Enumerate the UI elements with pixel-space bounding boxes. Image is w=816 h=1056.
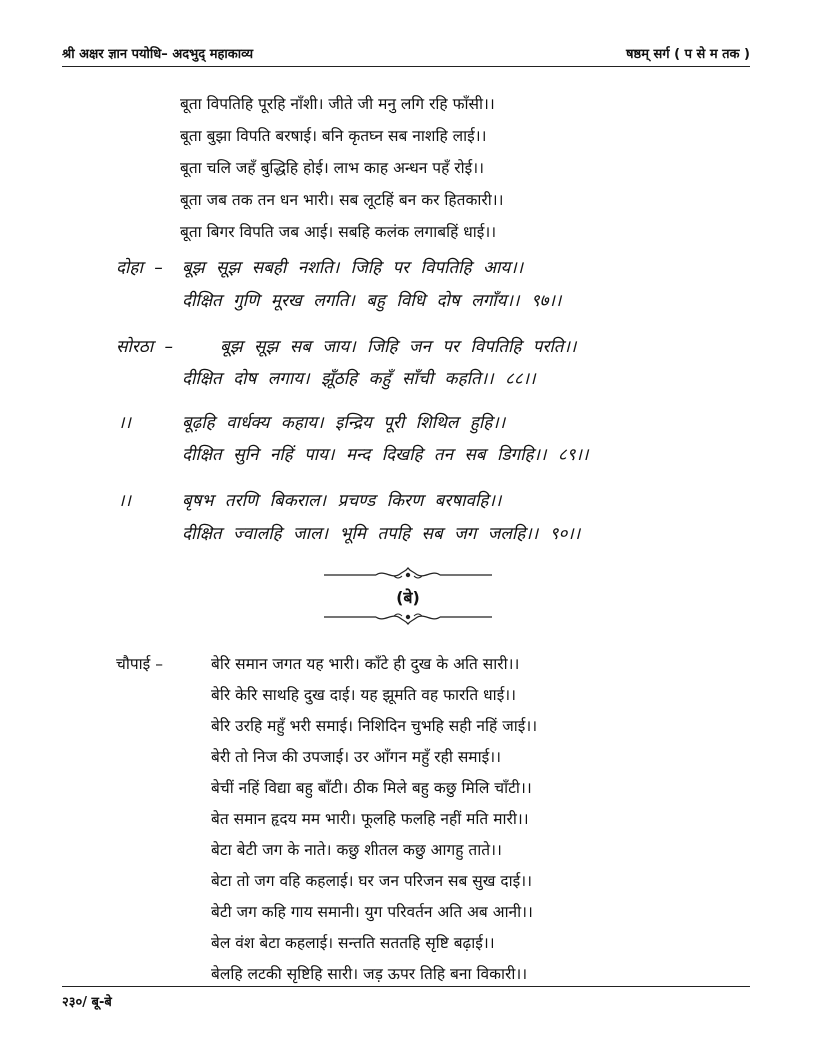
verse-line: बेचीं नहिं विद्या बहु बाँटी। ठीक मिले बहु कछु मिलि चाँटी।। xyxy=(211,779,532,797)
verse-line: बेटी जग कहि गाय समानी। युग परिवर्तन अति अब आनी।। xyxy=(211,903,533,921)
header-book-title: श्री अक्षर ज्ञान पयोधि– अदभुद् महाकाव्य xyxy=(62,47,254,62)
chaupai-label: चौपाई – xyxy=(116,655,163,673)
verse-line: दीक्षित दोष लगाय। झूँठहि कहुँ साँची कहति।। ८८।। xyxy=(182,369,536,389)
sortha-label: ।। xyxy=(118,491,131,511)
verse-line: बेत समान हृदय मम भारी। फूलहि फलहि नहीं मति मारी।। xyxy=(211,810,529,828)
verse-line: बूता बुझा विपति बरषाई। बनि कृतघ्न सब नाशहि लाई।। xyxy=(180,127,487,145)
verse-line: बूता जब तक तन धन भारी। सब लूटहिं बन कर हितकारी।। xyxy=(180,191,504,209)
verse-line: बूता चलि जहँ बुद्धिहि होई। लाभ काह अन्धन पहँ रोई।। xyxy=(180,159,484,177)
footer-rule xyxy=(62,986,750,987)
running-header xyxy=(62,44,750,64)
verse-line: बेल वंश बेटा कहलाई। सन्तति सततहि सृष्टि बढ़ाई।। xyxy=(211,934,495,952)
header-rule xyxy=(62,66,750,67)
verse-line: बेटा बेटी जग के नाते। कछु शीतल कछु आगहु ताते।। xyxy=(211,841,502,859)
verse-line: बेटा तो जग वहि कहलाई। घर जन परिजन सब सुख दाई।। xyxy=(211,872,532,890)
page-footer: २३०/ बू-बे xyxy=(62,995,112,1010)
ornament-divider-top xyxy=(324,566,492,582)
verse-line: बेरि केरि साथहि दुख दाई। यह झूमति वह फारति धाई।। xyxy=(211,686,517,704)
verse-line: दीक्षित सुनि नहिं पाय। मन्द दिखहि तन सब डिगहि।। ८९।। xyxy=(182,445,589,465)
section-title: (बे) xyxy=(396,588,420,607)
verse-line: बृषभ तरणि बिकराल। प्रचण्ड किरण बरषावहि।। xyxy=(182,491,502,511)
verse-line: बेलहि लटकी सृष्टिहि सारी। जड़ ऊपर तिहि बना विकारी।। xyxy=(211,965,528,983)
verse-line: बूझ सूझ सब जाय। जिहि जन पर विपतिहि परति।। xyxy=(220,337,577,357)
verse-line: बूता विपतिहि पूरहि नाँशी। जीते जी मनु लगि रहि फाँसी।। xyxy=(180,95,495,113)
verse-line: बेरि समान जगत यह भारी। काँटे ही दुख के अति सारी।। xyxy=(211,655,520,673)
doha-label: दोहा – xyxy=(116,258,163,278)
verse-line: बूझ सूझ सबही नशति। जिहि पर विपतिहि आय।। xyxy=(182,258,524,278)
verse-line: बेरी तो निज की उपजाई। उर आँगन महुँ रही समाई।। xyxy=(211,748,501,766)
verse-line: बूता बिगर विपति जब आई। सबहि कलंक लगाबहिं धाई।। xyxy=(180,223,497,241)
verse-line: दीक्षित गुणि मूरख लगति। बहु विधि दोष लगाँय।। ९७।। xyxy=(182,291,562,311)
sortha-label: ।। xyxy=(118,413,131,433)
sortha-label: सोरठा – xyxy=(116,337,174,357)
ornament-divider-bottom xyxy=(324,610,492,626)
verse-line: बेरि उरहि महुँ भरी समाई। निशिदिन चुभहि सही नहिं जाई।। xyxy=(211,717,538,735)
header-chapter: षष्ठम् सर्ग ( प से म तक ) xyxy=(626,47,750,62)
verse-line: बूढ़हि वार्धक्य कहाय। इन्द्रिय पूरी शिथिल हुहि।। xyxy=(182,413,506,433)
verse-line: दीक्षित ज्वालहि जाल। भूमि तपहि सब जग जलहि।। ९०।। xyxy=(182,524,581,544)
